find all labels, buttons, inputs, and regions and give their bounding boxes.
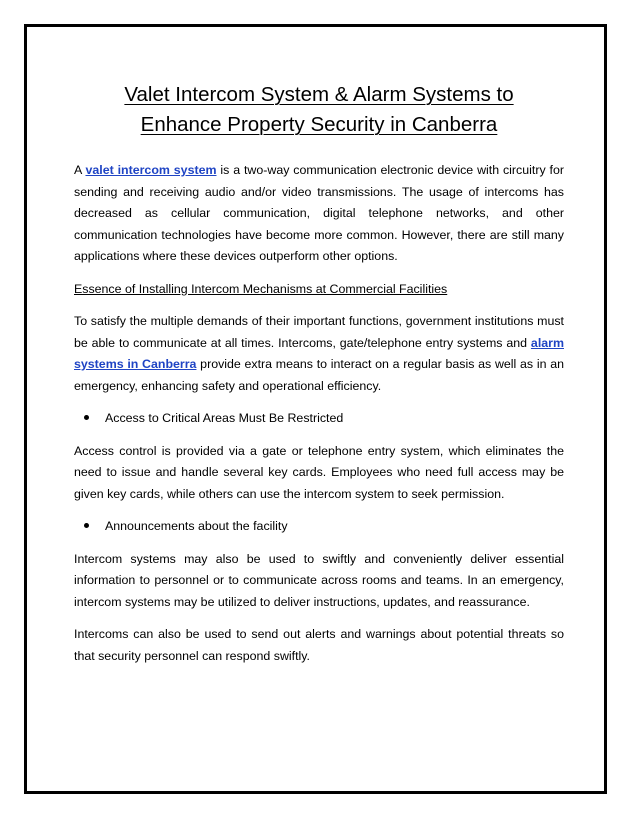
paragraph-alerts: Intercoms can also be used to send out alerts and warnings about potential threats so that security personnel can respond swiftly. — [74, 627, 564, 663]
title-line-1: Valet Intercom System & Alarm Systems to — [124, 83, 514, 106]
bullet-item — [74, 516, 564, 538]
paragraph-announcements: Intercom systems may also be used to swiftly and conveniently deliver essential information to personnel or to communicate across rooms and teams. In an emergency, intercom systems may be utilized to deliver instructions, updates, and reassurance. — [74, 551, 564, 609]
title-line-2: Enhance Property Security in Canberra — [140, 113, 498, 136]
bullet-item — [74, 408, 564, 430]
paragraph-access-control: Access control is provided via a gate or telephone entry system, which eliminates the need to issue and handle several key cards. Employees who need full access may be given key cards, while others can use the intercom system to seek permission. — [74, 443, 564, 501]
bullet-icon — [84, 415, 89, 420]
bullet-text: Access to Critical Areas Must Be Restricted — [105, 411, 344, 425]
paragraph-intro-before: A — [74, 163, 86, 177]
valet-intercom-link[interactable]: valet intercom system — [85, 163, 217, 177]
document-title — [74, 80, 564, 140]
paragraph-intro — [74, 160, 564, 268]
bullet-icon — [84, 523, 89, 528]
paragraph-government-before: To satisfy the multiple demands of their important functions, government institutions must be able to communicate at all times. Intercoms, gate/telephone entry systems and — [74, 314, 564, 350]
paragraph-government-after: provide extra means to interact on a regular basis as well as in an emergency, enhancing safety and operational efficiency. — [74, 357, 564, 393]
alarm-systems-link[interactable]: alarm systems in Canberra — [74, 335, 564, 371]
document-body — [74, 80, 564, 678]
paragraph-government — [74, 311, 564, 397]
paragraph-intro-after: is a two-way communication electronic device with circuitry for sending and receiving audio and/or video transmissions. The usage of intercoms has decreased as cellular communication, digital telephone networks, and other communication technologies have become more common. However, there are still many applications where these devices outperform other options. — [74, 163, 564, 263]
section-subheading: Essence of Installing Intercom Mechanisms at Commercial Facilities — [74, 281, 448, 296]
bullet-text: Announcements about the facility — [105, 519, 288, 533]
